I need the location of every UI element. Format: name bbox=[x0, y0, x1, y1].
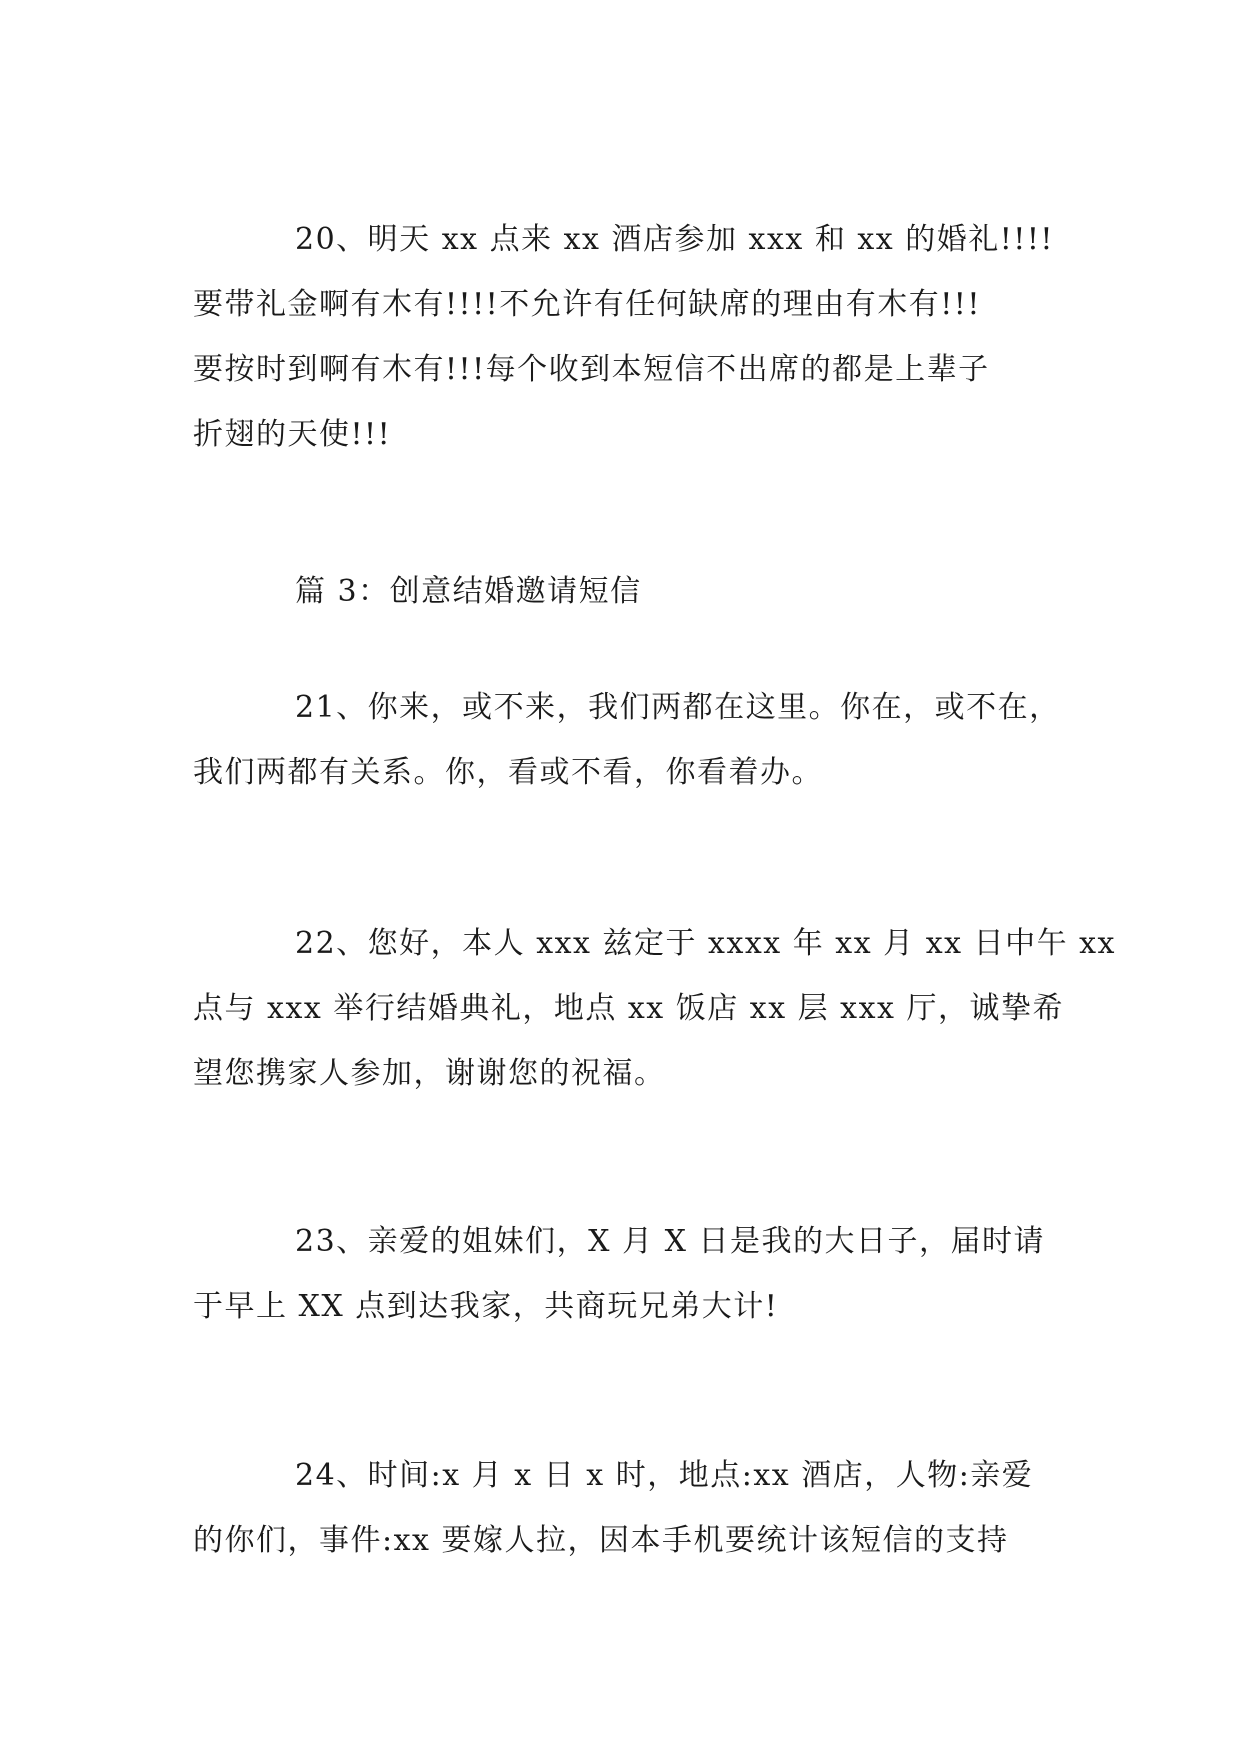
paragraph-23-line-2: 于早上 XX 点到达我家，共商玩兄弟大计! bbox=[193, 1289, 779, 1324]
paragraph-21-line-1: 21、你来，或不来，我们两都在这里。你在，或不在， bbox=[295, 690, 1061, 725]
paragraph-22-line-1: 22、您好，本人 xxx 兹定于 xxxx 年 xx 月 xx 日中午 xx bbox=[295, 926, 1116, 961]
paragraph-20-line-3: 要按时到啊有木有!!!每个收到本短信不出席的都是上辈子 bbox=[193, 352, 990, 387]
paragraph-24-line-1: 24、时间:x 月 x 日 x 时，地点:xx 酒店，人物:亲爱 bbox=[295, 1458, 1034, 1493]
paragraph-20-line-4: 折翅的天使!!! bbox=[193, 417, 392, 452]
section-heading: 篇 3：创意结婚邀请短信 bbox=[295, 574, 642, 609]
paragraph-22-line-2: 点与 xxx 举行结婚典礼，地点 xx 饭店 xx 层 xxx 厅，诚挚希 bbox=[193, 991, 1064, 1026]
paragraph-21-line-2: 我们两都有关系。你，看或不看，你看着办。 bbox=[193, 755, 823, 790]
paragraph-23-line-1: 23、亲爱的姐妹们，X 月 X 日是我的大日子，届时请 bbox=[295, 1224, 1045, 1259]
paragraph-20-line-1: 20、明天 xx 点来 xx 酒店参加 xxx 和 xx 的婚礼!!!! bbox=[295, 222, 1054, 257]
paragraph-24-line-2: 的你们，事件:xx 要嫁人拉，因本手机要统计该短信的支持 bbox=[193, 1523, 1009, 1558]
paragraph-20-line-2: 要带礼金啊有木有!!!!不允许有任何缺席的理由有木有!!! bbox=[193, 287, 981, 322]
paragraph-22-line-3: 望您携家人参加，谢谢您的祝福。 bbox=[193, 1056, 666, 1091]
